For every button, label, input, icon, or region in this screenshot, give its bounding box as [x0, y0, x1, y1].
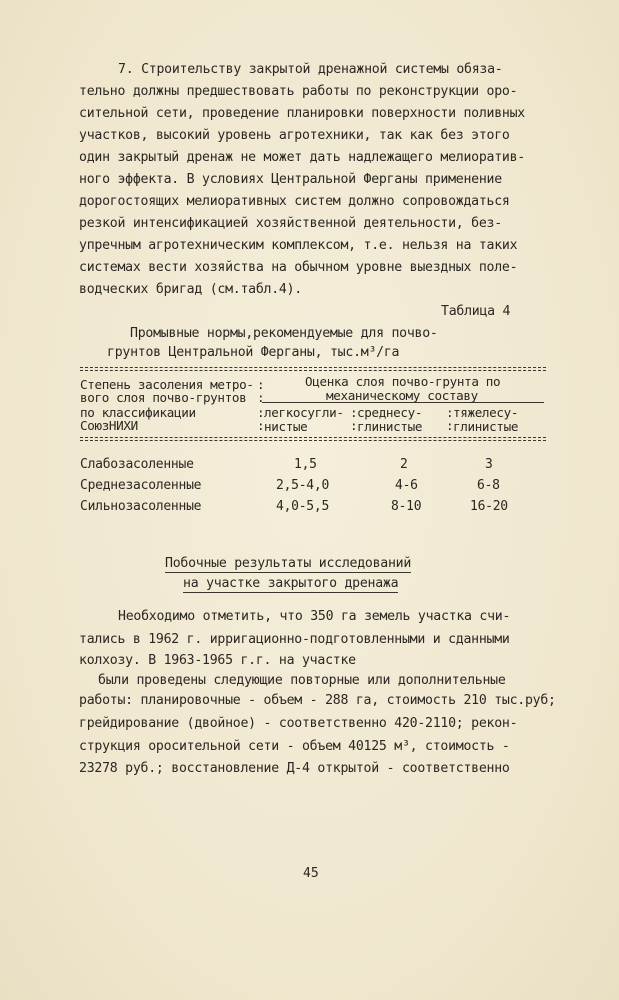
paragraph-2-line: тались в 1962 г. ирригационно-подготовленными и сданными [79, 632, 510, 647]
cell-light: 4,0-5,5 [276, 499, 330, 514]
paragraph-1-line: ного эффекта. В условиях Центральной Ферганы применение [79, 172, 502, 187]
column-separator: : [350, 405, 358, 420]
column-separator: : [257, 418, 265, 433]
column-separator: : [257, 390, 265, 405]
paragraph-2-line: грейдирование (двойное) - соответственно 420-2110; рекон- [79, 716, 518, 731]
cell-medium: 4-6 [395, 478, 418, 493]
row-label: Среднезасоленные [80, 478, 202, 493]
group-header: Оценка слоя почво-грунта по [305, 374, 501, 389]
paragraph-1-line: один закрытый дренаж не может дать надлежащего мелиоратив- [79, 150, 525, 165]
table-top-rule [80, 370, 546, 371]
group-header-rule [262, 402, 544, 403]
column-separator: : [446, 418, 454, 433]
section-heading-line: на участке закрытого дренажа [183, 576, 399, 591]
cell-medium: 2 [400, 457, 408, 472]
subheader-medium: глинистые [357, 419, 423, 434]
column-header-salinity: вого слоя почво-грунтов [80, 390, 247, 405]
table-top-rule [80, 367, 546, 368]
paragraph-1-line: участков, высокий уровень агротехники, так как без этого [79, 128, 510, 143]
section-heading [165, 556, 411, 572]
group-header: механическому составу [326, 388, 478, 403]
column-separator: : [257, 405, 265, 420]
table-title-line: грунтов Центральной Ферганы, тыс.м³/га [107, 345, 400, 360]
paragraph-2-line: Необходимо отметить, что 350 га земель участка счи- [118, 609, 511, 624]
column-separator: : [257, 377, 265, 392]
subheader-light: легкосугли- [264, 405, 344, 420]
table-header-rule [80, 437, 546, 438]
subheader-heavy: глинистые [453, 419, 519, 434]
column-header-salinity: Степень засоления метро- [80, 377, 254, 392]
paragraph-2-line: были проведены следующие повторные или дополнительные [98, 673, 506, 688]
section-heading [183, 576, 398, 592]
subheader-light: нистые [264, 419, 308, 434]
cell-medium: 8-10 [391, 499, 422, 514]
row-label: Слабозасоленные [80, 457, 194, 472]
table-label: Таблица 4 [441, 304, 511, 319]
paragraph-1-line: дорогостоящих мелиоративных систем должно сопровождаться [79, 194, 510, 209]
table-header-rule [80, 440, 546, 441]
cell-heavy: 6-8 [477, 478, 500, 493]
column-separator: : [446, 405, 454, 420]
cell-light: 2,5-4,0 [276, 478, 330, 493]
subheader-heavy: тяжелесу- [453, 405, 519, 420]
cell-light: 1,5 [294, 457, 317, 472]
paragraph-2-line: колхозу. В 1963-1965 г.г. на участке [79, 653, 356, 668]
paragraph-1-line: 7. Строительству закрытой дренажной системы обяза- [118, 62, 503, 77]
section-heading-line: Побочные результаты исследований [165, 556, 412, 571]
paragraph-1-line: водческих бригад (см.табл.4). [79, 282, 302, 297]
paragraph-1-line: резкой интенсификацией хозяйственной деятельности, без- [79, 216, 502, 231]
cell-heavy: 3 [485, 457, 493, 472]
table-title-line: Промывные нормы,рекомендуемые для почво- [130, 326, 438, 341]
paragraph-2-line: 23278 руб.; восстановление Д-4 открытой - соответственно [79, 761, 510, 776]
cell-heavy: 16-20 [470, 499, 508, 514]
paragraph-1-line: сительной сети, проведение планировки поверхности поливных [79, 106, 525, 121]
column-separator: : [350, 418, 358, 433]
column-header-salinity: СоюзНИХИ [80, 418, 138, 433]
paragraph-2-line: работы: планировочные - объем - 288 га, стоимость 210 тыс.руб; [79, 693, 556, 708]
subheader-medium: среднесу- [357, 405, 423, 420]
paragraph-1-line: упречным агротехническим комплексом, т.е. нельзя на таких [79, 238, 518, 253]
paragraph-2-line: струкция оросительной сети - объем 40125 м³, стоимость - [79, 739, 510, 754]
paragraph-1-line: системах вести хозяйства на обычном уровне выездных поле- [79, 260, 518, 275]
page-number: 45 [303, 866, 319, 881]
column-header-salinity: по классификации [80, 405, 196, 420]
row-label: Сильнозасоленные [80, 499, 202, 514]
paragraph-1-line: тельно должны предшествовать работы по реконструкции оро- [79, 84, 518, 99]
